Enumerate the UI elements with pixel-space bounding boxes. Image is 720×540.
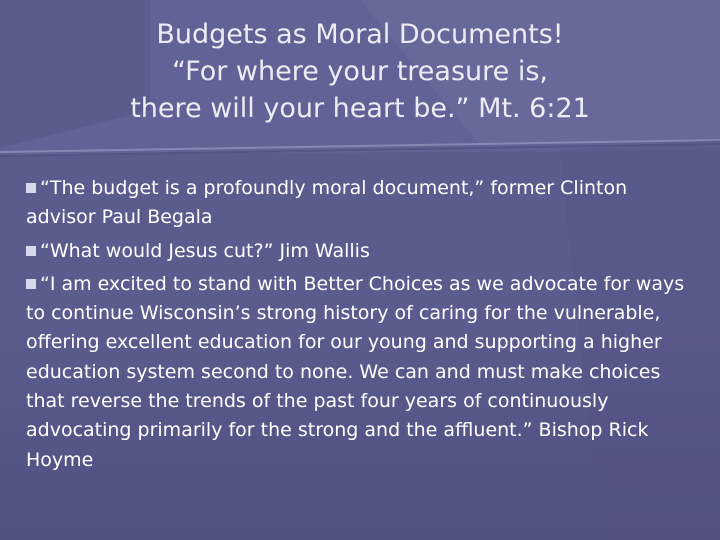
square-bullet-icon: [26, 246, 36, 256]
bullet-item-hoyme: [26, 270, 686, 475]
title-line-2: “For where your treasure is,: [171, 56, 548, 87]
bullet-text-begala: “The budget is a profoundly moral document,” former Clinton advisor Paul Begala: [26, 177, 628, 229]
bullet-item-begala: [26, 174, 686, 233]
title-line-1: Budgets as Moral Documents!: [156, 19, 564, 50]
square-bullet-icon: [26, 183, 36, 193]
square-bullet-icon: [26, 279, 36, 289]
bullet-text-wallis: “What would Jesus cut?” Jim Wallis: [40, 239, 370, 262]
title-line-3: there will your heart be.” Mt. 6:21: [130, 93, 590, 124]
bullet-item-wallis: [26, 237, 686, 266]
bullet-text-hoyme: “I am excited to stand with Better Choices as we advocate for ways to continue Wisconsin’s strong history of caring for the vulnerable, offering excellent education for our young and supporting a higher education system second to none. We can and must make choices that reverse the trends of the past four years of continuously advocating primarily for the strong and the affluent.” Bishop Rick Hoyme: [26, 272, 685, 471]
slide-body: [26, 174, 686, 475]
slide-title: [60, 16, 660, 127]
